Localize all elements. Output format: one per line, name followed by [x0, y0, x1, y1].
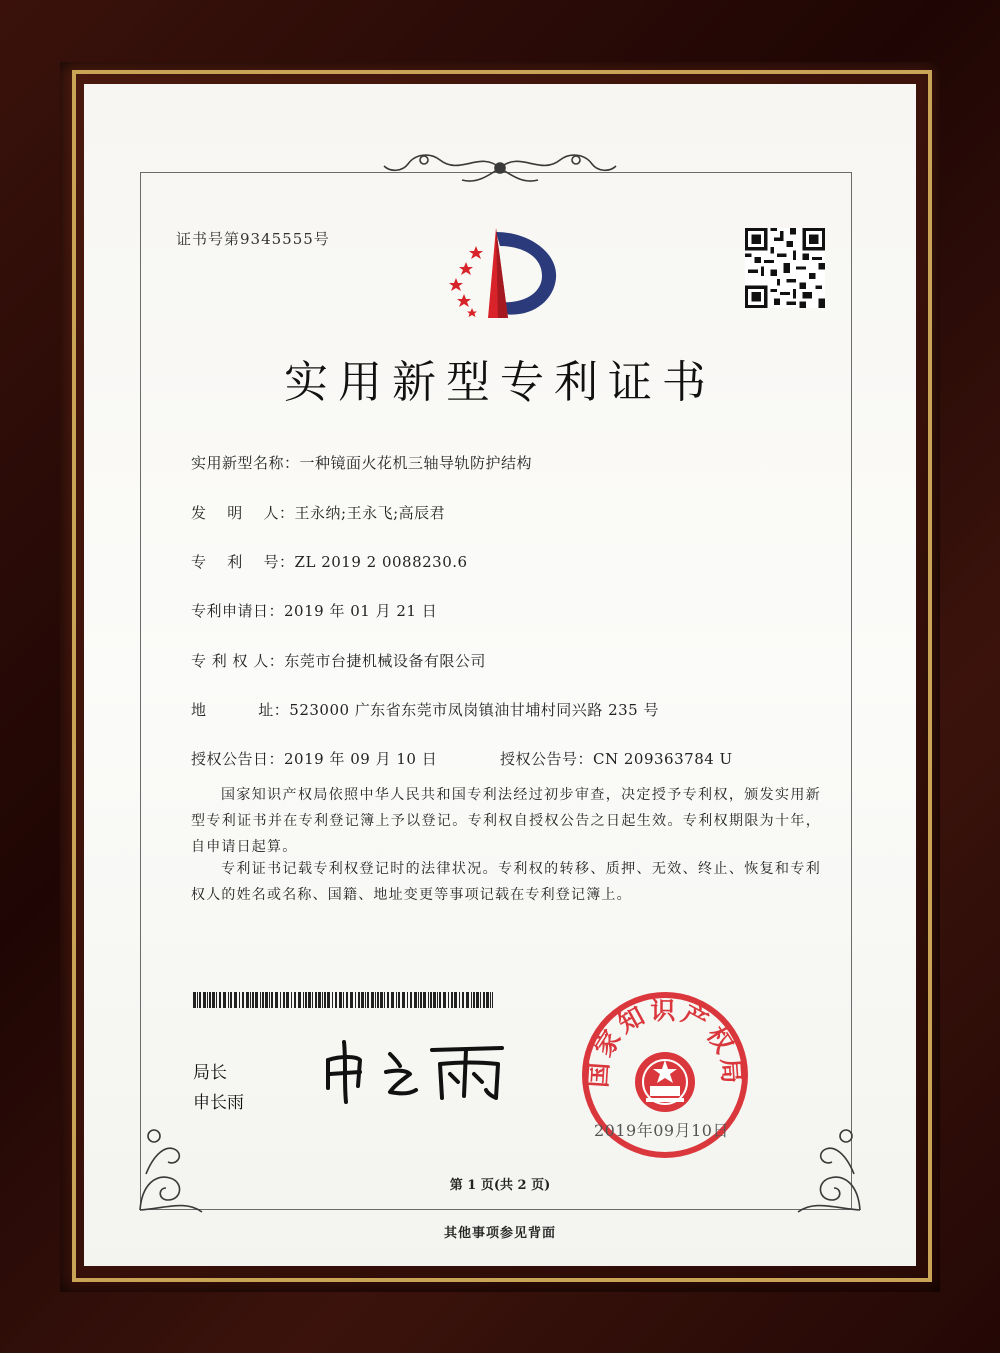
field-grant-date: [191, 748, 437, 769]
field-label: 授权公告号：: [500, 750, 594, 768]
field-value: 2019 年 09 月 10 日: [284, 750, 438, 768]
body-paragraph-1: 国家知识产权局依照中华人民共和国专利法经过初步审查，决定授予专利权，颁发实用新型专利证书并在专利登记簿上予以登记。专利权自授权公告之日起生效。专利权期限为十年，自申请日起算。: [191, 787, 821, 855]
field-label: 发 明 人：: [191, 504, 295, 522]
field-value: 2019 年 01 月 21 日: [284, 602, 438, 620]
field-utility-model-name: [191, 452, 532, 473]
seal-text: 国家知识产权局: [583, 996, 747, 1089]
field-patent-number: [191, 551, 468, 572]
field-value: 一种镜面火花机三轴导轨防护结构: [299, 454, 533, 472]
bottom-left-ornament: [136, 1114, 206, 1214]
footer-note: 其他事项参见背面: [443, 1226, 556, 1241]
certificate-number: 证书号第9345555号: [176, 230, 330, 248]
director-signature: [320, 1036, 510, 1106]
field-label: 实用新型名称：: [191, 454, 300, 472]
director-title: 局长: [193, 1063, 227, 1083]
field-label: 专 利 权 人：: [191, 652, 285, 670]
field-patentee: [191, 650, 486, 671]
field-value: 东莞市台捷机械设备有限公司: [284, 652, 486, 670]
top-ornament: [380, 146, 620, 190]
field-label: 授权公告日：: [191, 750, 285, 768]
field-label: 专利申请日：: [191, 602, 285, 620]
field-label: 地 址：: [191, 701, 290, 719]
seal-date: 2019年09月10日: [594, 1121, 729, 1140]
bottom-right-ornament: [794, 1114, 864, 1214]
field-label: 专 利 号：: [191, 553, 295, 571]
field-value: CN 209363784 U: [593, 750, 733, 768]
qr-code: [745, 228, 825, 308]
field-address: [191, 699, 659, 720]
barcode: [193, 992, 493, 1008]
field-value: ZL 2019 2 0088230.6: [294, 553, 468, 571]
field-value: 王永纳;王永飞;高辰君: [294, 504, 446, 522]
patent-office-logo: [438, 222, 566, 322]
page-number: 第 1 页(共 2 页): [449, 1178, 551, 1193]
field-value: 523000 广东省东莞市凤岗镇油甘埔村同兴路 235 号: [289, 701, 659, 719]
field-filing-date: [191, 600, 437, 621]
field-grant-number: [500, 748, 733, 769]
director-name: 申长雨: [193, 1093, 244, 1113]
body-paragraph-2: 专利证书记载专利权登记时的法律状况。专利权的转移、质押、无效、终止、恢复和专利权人的姓名或名称、国籍、地址变更等事项记载在专利登记簿上。: [191, 861, 821, 903]
certificate-title: 实用新型专利证书: [284, 357, 716, 408]
field-inventors: [191, 502, 445, 523]
